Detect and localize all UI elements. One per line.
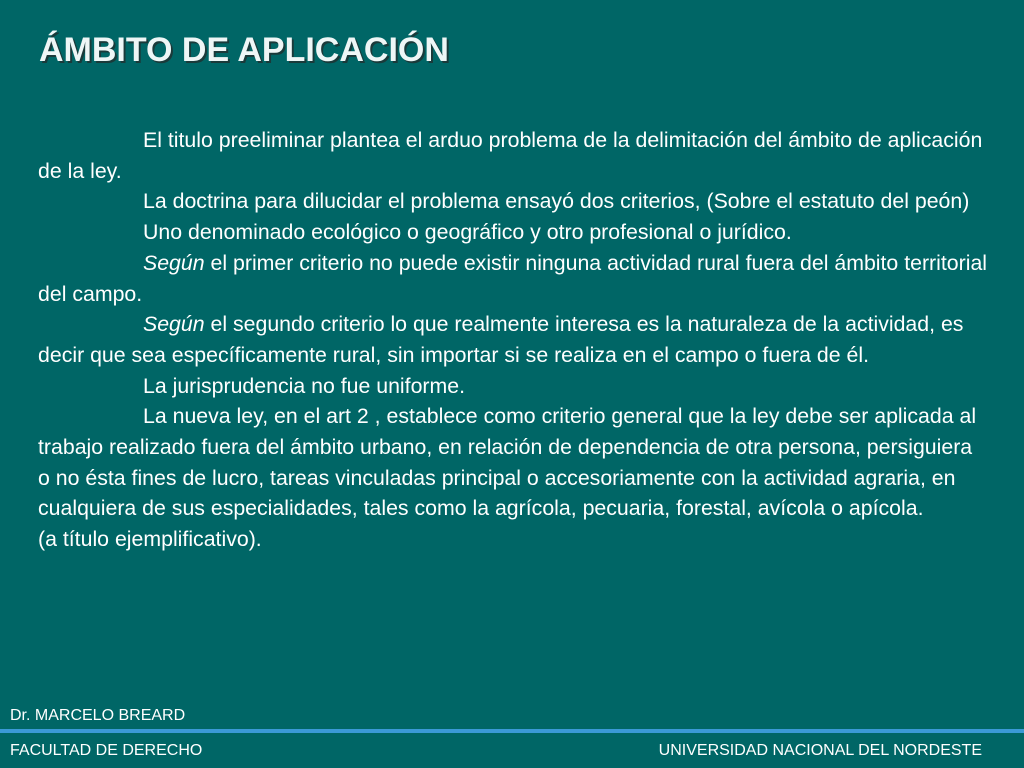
- paragraph-text: el segundo criterio lo que realmente interesa es la naturaleza de la actividad, es decir que sea específicamente rural, sin importar si se realiza en el campo o fuera de él.: [38, 312, 964, 367]
- body-paragraph-6: [38, 371, 988, 402]
- footer-faculty: FACULTAD DE DERECHO: [10, 742, 203, 759]
- paragraph-text: La doctrina para dilucidar el problema ensayó dos criterios, (Sobre el estatuto del peón): [143, 189, 970, 214]
- slide-title: ÁMBITO DE APLICACIÓN: [39, 31, 449, 69]
- body-paragraph-4: [38, 248, 988, 309]
- paragraph-text: La jurisprudencia no fue uniforme.: [143, 373, 466, 398]
- body-paragraph-8: [38, 524, 988, 555]
- paragraph-text: La nueva ley, en el art 2 , establece como criterio general que la ley debe ser aplicada al trabajo realizado fuera del ámbito urbano, en relación de dependencia de otra persona, persiguiera o no ésta fines de lucro, tareas vinculadas principal o accesoriamente con la actividad agraria, en cualquiera de sus especialidades, tales como la agrícola, pecuaria, forestal, avícola o apícola.: [38, 404, 977, 521]
- body-paragraph-1: [38, 125, 988, 186]
- body-paragraph-3: [38, 217, 988, 248]
- italic-lead-word: Según: [143, 250, 205, 275]
- paragraph-text: El titulo preeliminar plantea el arduo problema de la delimitación del ámbito de aplicación de la ley.: [38, 128, 983, 183]
- paragraph-text: el primer criterio no puede existir ninguna actividad rural fuera del ámbito territorial del campo.: [38, 250, 988, 306]
- footer-author: Dr. MARCELO BREARD: [10, 707, 186, 724]
- paragraph-text: (a título ejemplificativo).: [38, 527, 262, 552]
- body-paragraph-2: [38, 186, 988, 217]
- italic-lead-word: Según: [143, 312, 205, 337]
- body-paragraph-7: [38, 401, 988, 524]
- slide-body: [38, 125, 988, 555]
- body-paragraph-5: [38, 309, 988, 370]
- footer-divider: [0, 729, 1024, 733]
- footer-university: UNIVERSIDAD NACIONAL DEL NORDESTE: [658, 742, 982, 759]
- paragraph-text: Uno denominado ecológico o geográfico y otro profesional o jurídico.: [143, 220, 792, 245]
